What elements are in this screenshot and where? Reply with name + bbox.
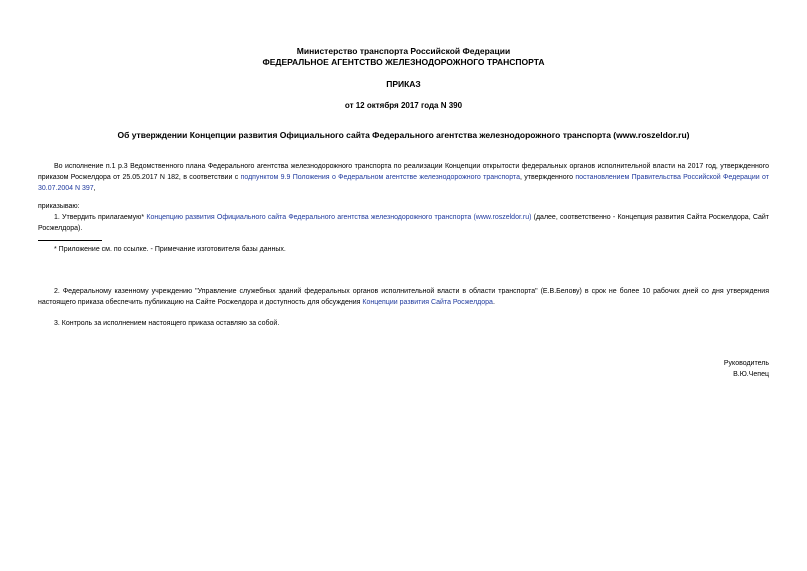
preamble-text-3: , (93, 185, 96, 192)
order-word: приказываю: (38, 203, 80, 210)
item-1-text-1: 1. Утвердить прилагаемую* (54, 214, 147, 221)
item-1-paragraph (38, 212, 769, 234)
concept-link[interactable]: Концепцию развития Официального сайта Федерального агентства железнодорожного транспорта (www.roszeldor.ru) (146, 214, 532, 221)
document-date-number: от 12 октября 2017 года N 390 (344, 101, 463, 110)
footnote-divider (38, 240, 102, 241)
footnote: * Приложение см. по ссылке. - Примечание изготовителя базы данных. (54, 246, 286, 253)
signature-name: В.Ю.Чепец (733, 371, 769, 378)
item-3-paragraph: 3. Контроль за исполнением настоящего приказа оставляю за собой. (54, 320, 280, 327)
document-title: Об утверждении Концепции развития Официального сайта Федерального агентства железнодорожного транспорта (www.roszeldor.ru) (117, 130, 690, 140)
ministry-name: Министерство транспорта Российской Федерации (296, 46, 511, 56)
item-1-text-2: (далее, соответственно - Концепция развития Сайта Росжелдора, Сайт Росжелдора). (38, 214, 770, 232)
regulation-link[interactable]: подпунктом 9.9 Положения о Федеральном агентстве железнодорожного транспорта (240, 174, 520, 181)
government-decree-link[interactable]: постановлением Правительства Российской Федерации от 30.07.2004 N 397 (38, 174, 769, 192)
site-concept-link[interactable]: Концепции развития Сайта Росжелдора (362, 299, 493, 306)
item-2-text-2: . (492, 299, 495, 306)
item-2-paragraph (38, 286, 769, 308)
document-type: ПРИКАЗ (386, 79, 421, 89)
preamble-text-2: , утвержденного (519, 174, 576, 181)
preamble-paragraph (38, 161, 769, 194)
preamble-text-1: Во исполнение п.1 р.3 Ведомственного плана Федерального агентства железнодорожного транспорта по реализации Концепции открытости федеральных органов исполнительной власти на 2017 год, утвержденного приказом Росжелдора от 25.05.2017 N 182, в соответствии с (38, 163, 769, 181)
agency-name: ФЕДЕРАЛЬНОЕ АГЕНТСТВО ЖЕЛЕЗНОДОРОЖНОГО ТРАНСПОРТА (262, 57, 545, 67)
signature-position: Руководитель (723, 360, 769, 367)
item-2-text-1: 2. Федеральному казенному учреждению "Управление служебных зданий федеральных органов исполнительной власти в области транспорта" (Е.В.Белову) в срок не более 10 рабочих дней со дня утверждения настоящего приказа обеспечить публикацию на Сайте Росжелдора и доступность для обсуждения (38, 288, 769, 306)
